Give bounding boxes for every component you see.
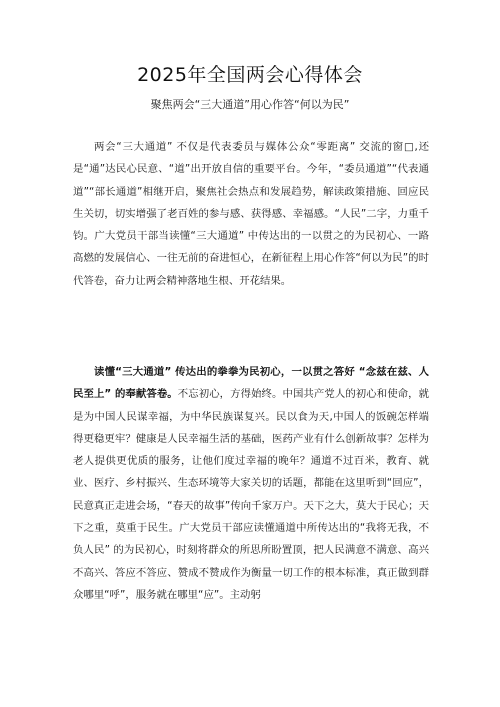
document-title: 2025年全国两会心得体会 [137, 64, 363, 86]
paragraph-body: 不忘初心，方得始终。中国共产党人的初心和使命，就是为中国人民谋幸福，为中华民族谋复兴。民以食为天,中国人的饭碗怎样端得更稳更牢？健康是人民幸福生活的基础，医药产业有什么创新故事？怎样为老人提供更优质的服务，让他们度过幸福的晚年？通道不过百米，教育、就业、医疗、乡村振兴、生态环境等大家关切的话题，都能在这里听到“回应”，民意真正走进会场，“春天的故事”传向千家万户。天下之大，莫大于民心；天下之重，莫重于民生。广大党员干部应读懂通道中所传达出的“我将无我，不负人民” 的为民初心，时刻将群众的所思所盼置顶，把人民满意不满意、高兴不高兴、答应不答应、赞成不赞成作为衡量一切工作的根本标准，真正做到群众哪里“呼”，服务就在哪里“应”。主动躬 [73, 388, 430, 601]
paragraph-lead: 读懂“三大通道” 传达出的拳拳为民初心，一以贯之答好 “念兹在兹、人民至上” 的奉献答卷。 [73, 366, 429, 401]
paragraph-intro [73, 136, 429, 292]
paragraph-body: 两会“三大通道” 不仅是代表委员与媒体公众“零距离” 交流的窗□,还是“通”达民心民意、“道”出开放自信的重要平台。今年，“委员通道”“代表通道”“部长通道”相继开启，聚焦社会热点和发展趋势，解读政策措施、回应民生关切，切实增强了老百姓的参与感、获得感、幸福感。“人民”二字，力重千钧。广大党员干部当读懂“三大通道” 中传达出的一以贯之的为民初心、一路高燃的发展信心、一往无前的奋进恒心，在新征程上用心作答“何以为民”的时代答卷，奋力让两会精神落地生根、开花结果。 [73, 141, 429, 287]
document-subtitle: 聚焦两会“三大通道”用心作答“何以为民” [150, 98, 350, 111]
paragraph-section-one [73, 361, 429, 606]
